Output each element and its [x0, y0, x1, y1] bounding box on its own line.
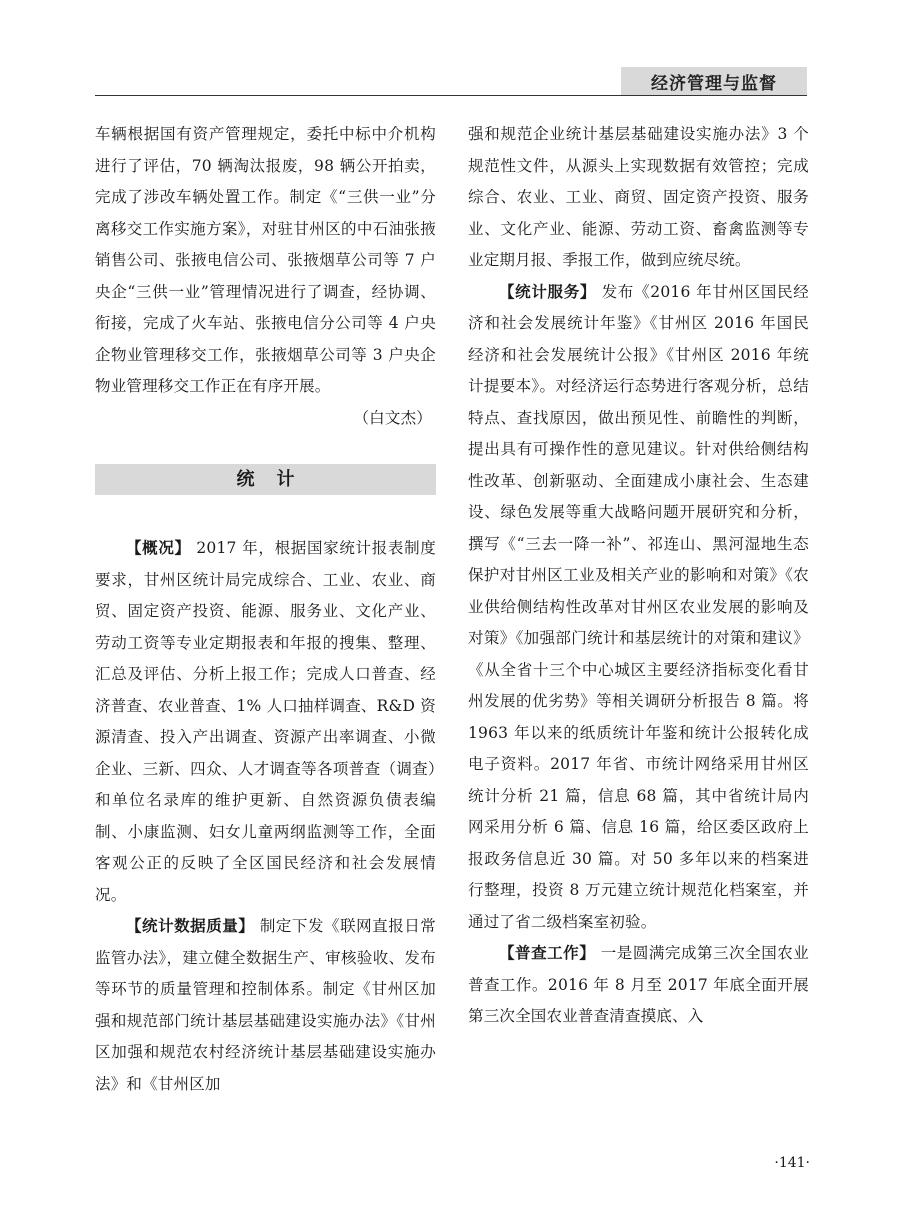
paragraph-data-quality	[95, 911, 436, 1100]
paragraph-overview	[95, 533, 436, 911]
text-data-quality: 制定下发《联网直报日常监管办法》，建立健全数据生产、审核验收、发布等环节的质量管理和控制体系。制定《甘州区加强和规范部门统计基层基础建设实施办法》《甘州区加强和规范农村经济统计基层基础建设实施办法》和《甘州区加	[95, 917, 436, 1093]
left-column	[95, 119, 436, 1100]
paragraph-data-quality-continued: 强和规范企业统计基层基础建设实施办法》3 个规范性文件，从源头上实现数据有效管控；完成综合、农业、工业、商贸、固定资产投资、服务业、文化产业、能源、劳动工资、畜禽监测等专业定期月报、季报工作，做到应统尽统。	[468, 125, 809, 269]
label-overview: 【概况】	[126, 539, 191, 557]
author-attribution: （白文杰）	[353, 408, 432, 427]
paragraph-vehicle-disposal: 车辆根据国有资产管理规定，委托中标中介机构进行了评估，70 辆淘汰报废，98 辆公开拍卖，完成了涉改车辆处置工作。制定《“三供一业”分离移交工作实施方案》，对驻甘州区的中石油张掖销售公司、张掖电信公司、张掖烟草公司等 7 户央企“三供一业”管理情况进行了调查，经协调、衔接，完成了火车站、张掖电信分公司等 4 户央企物业管理移交工作，张掖烟草公司等 3 户央企物业管理移交工作正在有序开展。	[95, 125, 436, 395]
label-census-work: 【普查工作】	[499, 944, 596, 962]
text-census-work: 一是圆满完成第三次全国农业普查工作。2016 年 8 月至 2017 年底全面开展第三次全国农业普查清查摸底、入	[468, 944, 810, 1025]
header-rule	[95, 95, 807, 96]
page-number: ·141·	[774, 1155, 810, 1171]
paragraph-statistical-service	[468, 277, 809, 939]
label-statistical-service: 【统计服务】	[499, 282, 597, 301]
text-statistical-service: 发布《2016 年甘州区国民经济和社会发展统计年鉴》《甘州区 2016 年国民经济和社会发展统计公报》《甘州区 2016 年统计提要本》。对经济运行态势进行客观分析，总结特点、查找原因，做出预见性、前瞻性的判断，提出具有可操作性的意见建议。针对供给侧结构性改革、创新驱动、全面建成小康社会、生态建设、绿色发展等重大战略问题开展研究和分析，撰写《“三去一降一补”、祁连山、黑河湿地生态保护对甘州区工业及相关产业的影响和对策》《农业供给侧结构性改革对甘州区农业发展的影响及对策》《加强部门统计和基层统计的对策和建议》《从全省十三个中心城区主要经济指标变化看甘州发展的优劣势》等相关调研分析报告 8 篇。将 1963 年以来的纸质统计年鉴和统计公报转化成电子资料。2017 年省、市统计网络采用甘州区统计分析 21 篇，信息 68 篇，其中省统计局内网采用分析 6 篇、信息 16 篇，给区委区政府上报政务信息近 30 篇。对 50 多年以来的档案进行整理，投资 8 万元建立统计规范化档案室，并通过了省二级档案室初验。	[468, 282, 809, 931]
text-overview: 2017 年，根据国家统计报表制度要求，甘州区统计局完成综合、工业、农业、商贸、固定资产投资、能源、服务业、文化产业、劳动工资等专业定期报表和年报的搜集、整理、汇总及评估、分析上报工作；完成人口普查、经济普查、农业普查、1% 人口抽样调查、R&D 资源清查、投入产出调查、资源产出率调查、小微企业、三新、四众、人才调查等各项普查（调查）和单位名录库的维护更新、自然资源负债表编制、小康监测、妇女儿童两纲监测等工作，全面客观公正的反映了全区国民经济和社会发展情况。	[95, 539, 436, 904]
paragraph-census-work	[468, 938, 809, 1033]
section-heading: 统计	[95, 464, 436, 495]
right-column	[468, 119, 809, 1033]
label-data-quality: 【统计数据质量】	[126, 917, 255, 935]
running-header-section-title: 经济管理与监督	[621, 67, 807, 95]
